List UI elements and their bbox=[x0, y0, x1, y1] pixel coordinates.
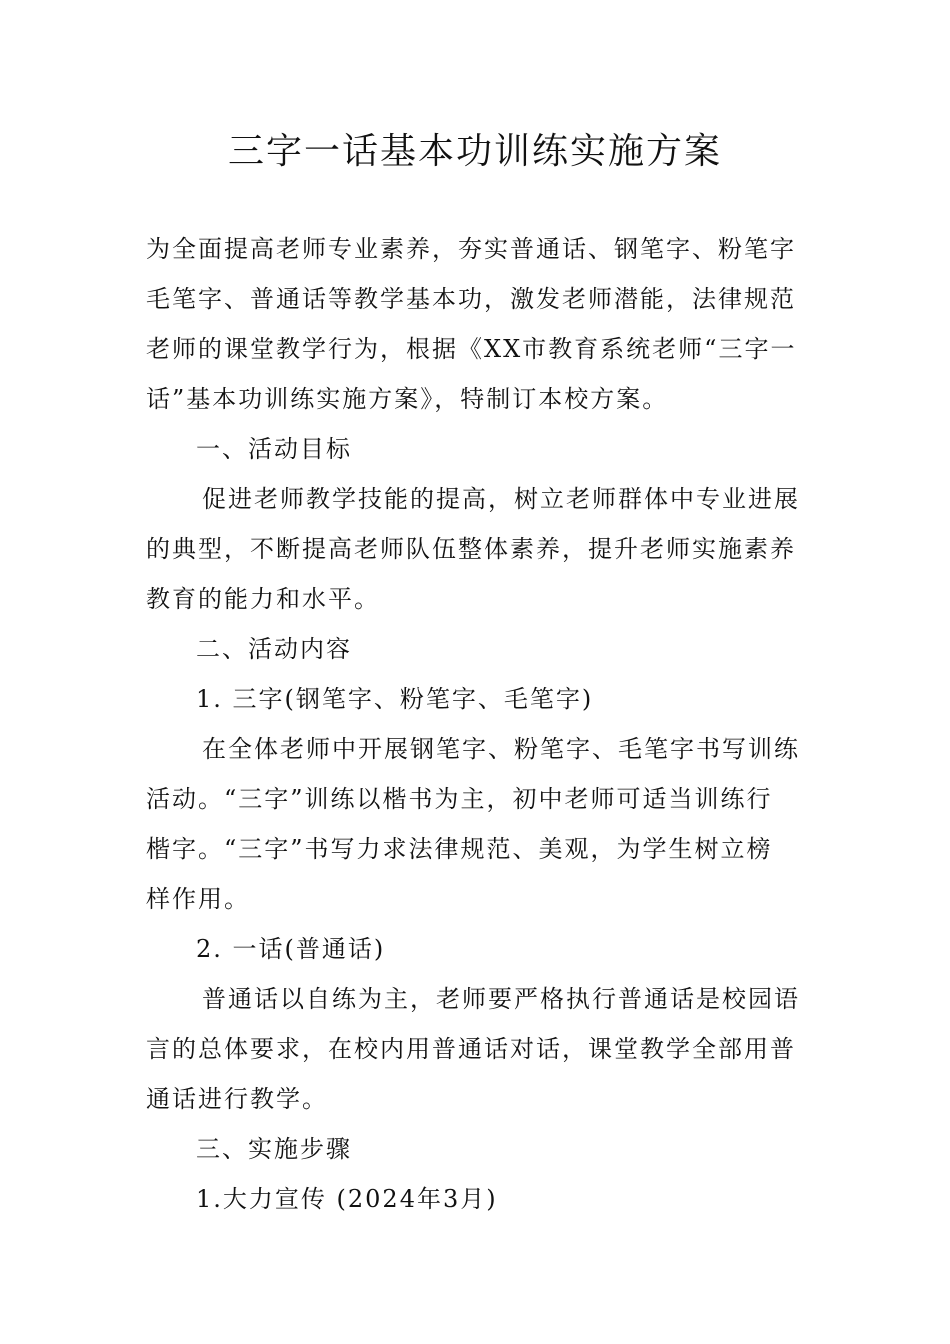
body-line: 通话进行教学。 bbox=[146, 1085, 328, 1113]
body-line: 2. 一话(普通话) bbox=[196, 935, 386, 963]
body-line: 普通话以自练为主，老师要严格执行普通话是校园语 bbox=[202, 985, 800, 1013]
body-line: 促进老师教学技能的提高，树立老师群体中专业进展 bbox=[202, 485, 800, 513]
document-body bbox=[146, 224, 806, 1224]
body-line: 一、活动目标 bbox=[196, 435, 352, 463]
body-line: 1.大力宣传 (2024年3月) bbox=[196, 1185, 498, 1213]
body-line: 毛笔字、普通话等教学基本功，激发老师潜能，法律规范 bbox=[146, 285, 796, 313]
body-line: 三、实施步骤 bbox=[196, 1135, 352, 1163]
body-line: 样作用。 bbox=[146, 885, 250, 913]
body-line: 言的总体要求，在校内用普通话对话，课堂教学全部用普 bbox=[146, 1035, 796, 1063]
body-line: 教育的能力和水平。 bbox=[146, 585, 380, 613]
document-title: 三字一话基本功训练实施方案 bbox=[227, 131, 722, 172]
body-line: 在全体老师中开展钢笔字、粉笔字、毛笔字书写训练 bbox=[202, 735, 800, 763]
body-line: 活动。“三字”训练以楷书为主，初中老师可适当训练行 bbox=[146, 785, 773, 813]
body-line: 的典型，不断提高老师队伍整体素养，提升老师实施素养 bbox=[146, 535, 796, 563]
body-line: 老师的课堂教学行为，根据《XX市教育系统老师“三字一 bbox=[146, 335, 797, 363]
body-line: 楷字。“三字”书写力求法律规范、美观，为学生树立榜 bbox=[146, 835, 773, 863]
body-line: 话”基本功训练实施方案》，特制订本校方案。 bbox=[146, 385, 669, 413]
body-line: 1. 三字(钢笔字、粉笔字、毛笔字) bbox=[196, 685, 594, 713]
body-line: 为全面提高老师专业素养，夯实普通话、钢笔字、粉笔字 bbox=[146, 235, 796, 263]
body-line: 二、活动内容 bbox=[196, 635, 352, 663]
